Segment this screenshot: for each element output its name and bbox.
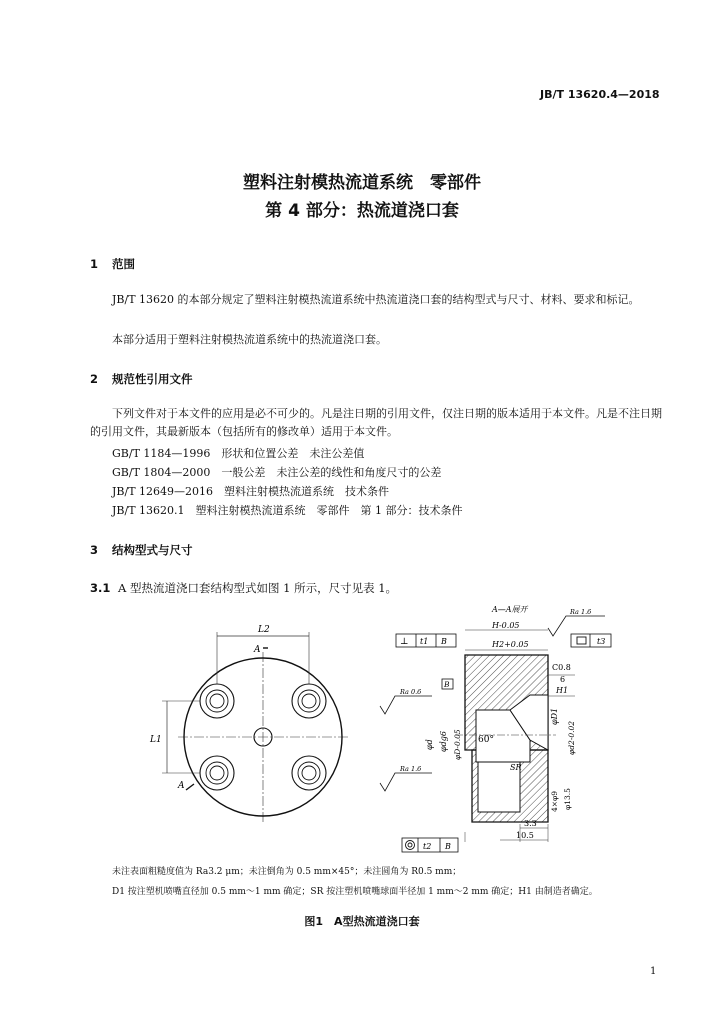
subsection-number: 3.1 [90, 581, 111, 595]
dim-3-3: 3.3 [524, 819, 537, 828]
plan-view [149, 625, 350, 822]
dim-h2: H2+0.05 [492, 640, 529, 649]
mounting-hole [292, 684, 326, 718]
section-2-heading [90, 371, 193, 387]
title-line-2: 第 4 部分：热流道浇口套 [265, 201, 459, 221]
dim-6: 6 [560, 675, 566, 684]
section-2-paragraph: 下列文件对于本文件的应用是必不可少的。凡是注日期的引用文件，仅注日期的版本适用于本文件。凡是不注日期的引用文件，其最新版本（包括所有的修改单）适用于本文件。 [90, 407, 662, 438]
concentricity-icon [406, 841, 415, 850]
section-number: 2 [90, 372, 99, 386]
section-mark-a-bottom: A [178, 781, 185, 791]
mounting-hole [200, 756, 234, 790]
dim-big-d: φD-0.05 [453, 729, 462, 760]
standard-code: JB/T 13620.4—2018 [540, 88, 660, 101]
section-1-paragraph-1: JB/T 13620 的本部分规定了塑料注射模热流道系统中热流道浇口套的结构型式与尺寸、材料、要求和标记。 [112, 293, 640, 306]
dim-d2: φd2-0.02 [567, 720, 576, 755]
sphere-radius: SR [510, 763, 522, 772]
dim-10-5: 10.5 [516, 831, 534, 840]
chamfer-c08: C0.8 [552, 663, 571, 672]
title-line-1: 塑料注射模热流道系统 零部件 [243, 173, 481, 193]
section-mark-a-top: A [254, 645, 261, 655]
roughness-ra06: Ra 0.6 [400, 688, 422, 696]
dim-h1: H1 [556, 686, 569, 695]
datum-b-ref: B [441, 637, 447, 646]
flatness-icon [577, 637, 586, 644]
tolerance-t2: t2 [423, 842, 432, 851]
section-number: 3 [90, 543, 99, 557]
tolerance-t3: t3 [597, 637, 606, 646]
section-view [380, 605, 611, 852]
section-view-label: A—A展开 [492, 605, 528, 614]
section-title: 范围 [112, 257, 135, 271]
figure-note-2: D1 按注塑机喷嘴直径加 0.5 mm～1 mm 确定；SR 按注塑机喷嘴球面半径加 1 mm～2 mm 确定；H1 由制造者确定。 [112, 887, 598, 897]
roughness-ra16-top: Ra 1.6 [570, 608, 592, 616]
dim-h: H-0.05 [492, 621, 520, 630]
dim-d1-small: φd [425, 739, 434, 750]
perpendicularity-symbol: ⊥ [400, 637, 409, 647]
dim-d-g6: φdg6 [439, 731, 448, 752]
section-3-heading [90, 542, 193, 558]
reference-item: GB/T 1184—1996 形状和位置公差 未注公差值 [112, 447, 365, 460]
angle-60: 60° [478, 735, 494, 745]
reference-item: GB/T 1804—2000 一般公差 未注公差的线性和角度尺寸的公差 [112, 466, 442, 479]
section-title: 结构型式与尺寸 [112, 543, 193, 557]
roughness-ra16-bottom: Ra 1.6 [400, 765, 422, 773]
section-number: 1 [90, 257, 99, 271]
subsection-3-1 [90, 580, 397, 596]
page-number: 1 [650, 966, 657, 977]
datum-b-ref: B [445, 842, 451, 851]
figure-note-1: 未注表面粗糙度值为 Ra3.2 μm；未注倒角为 0.5 mm×45°；未注圆角为 R0.5 mm； [112, 867, 462, 877]
holes-4x9: 4×φ9 [550, 790, 559, 812]
dim-d1: φD1 [550, 707, 559, 725]
reference-item: JB/T 12649—2016 塑料注射模热流道系统 技术条件 [112, 485, 390, 498]
section-1-paragraph-2: 本部分适用于塑料注射模热流道系统中的热流道浇口套。 [112, 333, 387, 346]
subsection-text: A 型热流道浇口套结构型式如图 1 所示，尺寸见表 1。 [118, 581, 398, 595]
datum-b-marker: B [444, 680, 450, 689]
dim-l2: L2 [258, 625, 270, 635]
figure-caption: 图1 A型热流道浇口套 [304, 915, 420, 928]
tolerance-t1: t1 [420, 637, 429, 646]
mounting-hole [292, 756, 326, 790]
mounting-hole [200, 684, 234, 718]
section-1-heading [90, 256, 135, 272]
dim-d135: φ13.5 [563, 788, 572, 810]
section-title: 规范性引用文件 [112, 372, 193, 386]
dim-l1: L1 [150, 735, 162, 745]
reference-item: JB/T 13620.1 塑料注射模热流道系统 零部件 第 1 部分：技术条件 [112, 504, 463, 517]
technical-drawing [0, 600, 724, 860]
